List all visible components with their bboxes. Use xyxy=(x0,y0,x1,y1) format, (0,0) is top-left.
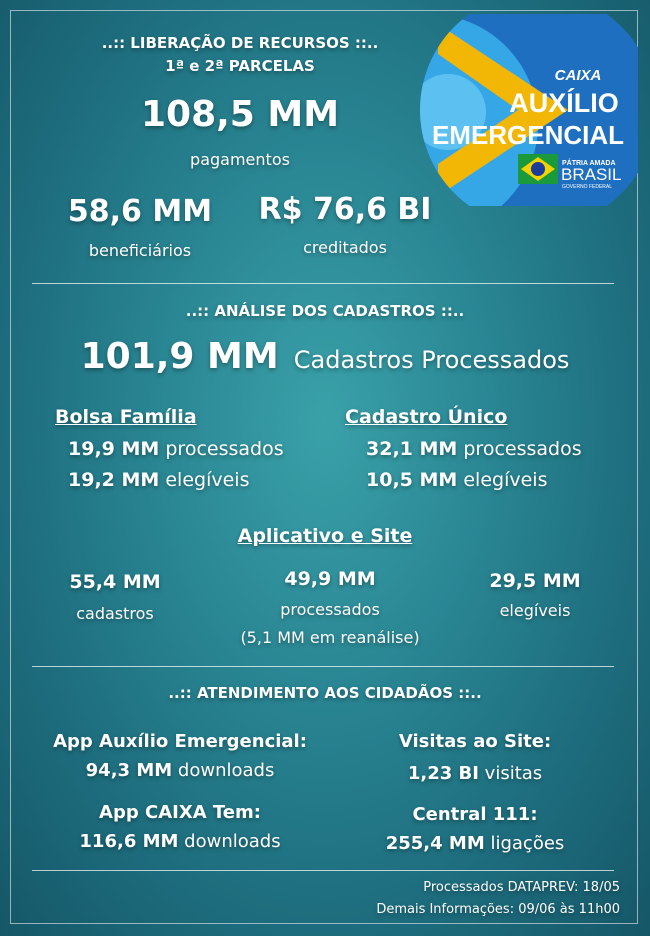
app-cadastros-label: cadastros xyxy=(76,604,154,623)
divider xyxy=(32,870,614,871)
bolsa-title: Bolsa Família xyxy=(55,406,197,428)
divider xyxy=(32,283,614,284)
cadunico-processados xyxy=(366,438,582,460)
app-processados-label: processados xyxy=(280,600,380,619)
visitas-title: Visitas ao Site: xyxy=(398,731,552,752)
beneficiarios-value: 58,6 MM xyxy=(67,194,213,229)
bolsa-elegiveis-value: 19,2 MM xyxy=(68,469,160,491)
creditados-value: R$ 76,6 BI xyxy=(258,192,432,227)
app-auxilio-value: 94,3 MM xyxy=(85,760,173,781)
app-processados-value: 49,9 MM xyxy=(284,568,376,590)
bolsa-elegiveis-label: elegíveis xyxy=(165,469,250,491)
liberacao-subheader: 1ª e 2ª PARCELAS xyxy=(165,57,315,75)
app-cadastros-value: 55,4 MM xyxy=(69,571,161,593)
app-auxilio-downloads xyxy=(30,760,330,781)
logo-line1: AUXÍLIO xyxy=(509,88,619,118)
app-title: Aplicativo e Site xyxy=(237,525,413,547)
central-count xyxy=(360,833,590,854)
beneficiarios-label: beneficiários xyxy=(88,241,192,260)
brasil-text: BRASIL xyxy=(561,165,622,184)
footer-line2: Demais Informações: 09/06 às 11h00 xyxy=(376,902,620,917)
app-caixa-label: downloads xyxy=(184,831,281,852)
app-caixa-title: App CAIXA Tem: xyxy=(99,802,261,823)
liberacao-header: ..:: LIBERAÇÃO DE RECURSOS ::.. xyxy=(101,34,379,52)
visitas-label: visitas xyxy=(484,763,543,784)
visitas-count xyxy=(360,763,590,784)
divider xyxy=(32,666,614,667)
caixa-wordmark: CAIXA xyxy=(554,67,602,84)
governo-text: GOVERNO FEDERAL xyxy=(562,184,613,190)
cadunico-title: Cadastro Único xyxy=(345,406,508,428)
app-auxilio-title: App Auxílio Emergencial: xyxy=(53,731,307,752)
creditados-label: creditados xyxy=(303,238,387,257)
cadunico-processados-label: processados xyxy=(463,438,582,460)
app-caixa-value: 116,6 MM xyxy=(79,831,179,852)
pagamentos-label: pagamentos xyxy=(190,150,290,169)
total-processados xyxy=(0,336,650,377)
bolsa-processados-label: processados xyxy=(165,438,284,460)
analise-header: ..:: ANÁLISE DOS CADASTROS ::.. xyxy=(185,302,465,320)
footer-line1: Processados DATAPREV: 18/05 xyxy=(423,880,620,895)
app-elegiveis-label: elegíveis xyxy=(499,601,571,620)
app-auxilio-label: downloads xyxy=(177,760,275,781)
app-elegiveis-value: 29,5 MM xyxy=(489,570,581,592)
central-value: 255,4 MM xyxy=(385,833,485,854)
central-title: Central 111: xyxy=(412,804,538,825)
app-reanalise: (5,1 MM em reanálise) xyxy=(240,628,420,647)
patria-text: PÁTRIA AMADA xyxy=(562,160,616,167)
cadunico-elegiveis-label: elegíveis xyxy=(463,469,548,491)
cadunico-elegiveis-value: 10,5 MM xyxy=(366,469,458,491)
bolsa-processados-value: 19,9 MM xyxy=(68,438,160,460)
app-caixa-downloads xyxy=(30,831,330,852)
logo-graphic xyxy=(418,14,638,206)
auxilio-emergencial-logo xyxy=(418,14,638,206)
atendimento-header: ..:: ATENDIMENTO AOS CIDADÃOS ::.. xyxy=(168,684,482,702)
bolsa-elegiveis xyxy=(68,469,249,491)
visitas-value: 1,23 BI xyxy=(407,763,479,784)
cadunico-elegiveis xyxy=(366,469,547,491)
central-label: ligações xyxy=(490,833,565,854)
bolsa-processados xyxy=(68,438,284,460)
total-value: 101,9 MM xyxy=(80,336,279,377)
total-label: Cadastros Processados xyxy=(293,346,570,374)
pagamentos-value: 108,5 MM xyxy=(140,94,340,135)
logo-line2: EMERGENCIAL xyxy=(431,120,625,150)
cadunico-processados-value: 32,1 MM xyxy=(366,438,458,460)
